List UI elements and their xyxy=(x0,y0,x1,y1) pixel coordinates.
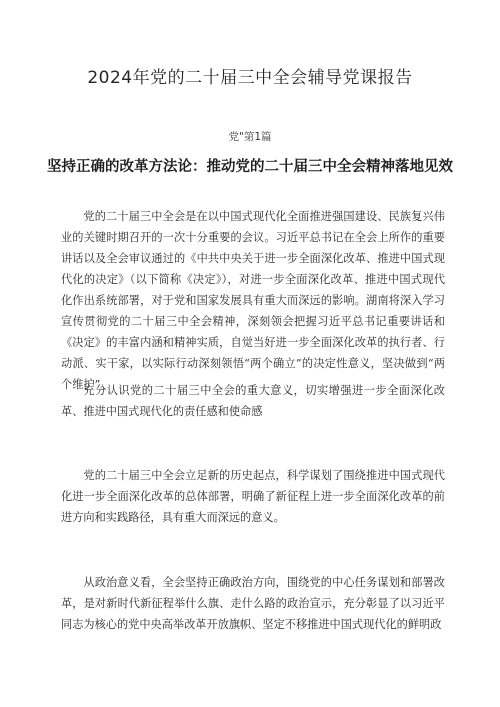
paragraph-1: 党的二十届三中全会是在以中国式现代化全面推进强国建设、民族复兴伟业的关键时期召开的一次十分重要的会议。习近平总书记在全会上所作的重要讲话以及全会审议通过的《中共中央关于进一步全面深化改革、推进中国式现代化的决定》（以下简称《决定》），对进一步全面深化改革、推进中国式现代化作出系统部署，对于党和国家发展具有重大而深远的影响。湖南将深入学习宣传贯彻党的二十届三中全会精神，深刻领会把握习近平总书记重要讲话和《决定》的丰富内涵和精神实质，自觉当好进一步全面深化改革的执行者、行动派、实干家，以实际行动深刻领悟“两个确立”的决定性意义，坚决做到“两个维护”。 xyxy=(61,210,445,391)
section-label: 党"第1篇 xyxy=(228,131,272,143)
paragraph-2: 充分认识党的二十届三中全会的重大意义，切实增强进一步全面深化改革、推进中国式现代化的责任感和使命感 xyxy=(61,384,445,418)
document-title: 2024年党的二十届三中全会辅导党课报告 xyxy=(87,68,413,88)
paragraph-3: 党的二十届三中全会立足新的历史起点，科学谋划了围绕推进中国式现代化进一步全面深化改革的总体部署，明确了新征程上进一步全面深化改革的前进方向和实践路径，具有重大而深远的意义。 xyxy=(61,469,445,524)
article-heading: 坚持正确的改革方法论：推动党的二十届三中全会精神落地见效 xyxy=(47,159,453,175)
paragraph-4: 从政治意义看，全会坚持正确政治方向，围绕党的中心任务谋划和部署改革，是对新时代新征程举什么旗、走什么路的政治宣示，充分彰显了以习近平同志为核心的党中央高举改革开放旗帜、坚定不移推进中国式现代化的鲜明政 xyxy=(61,576,445,631)
